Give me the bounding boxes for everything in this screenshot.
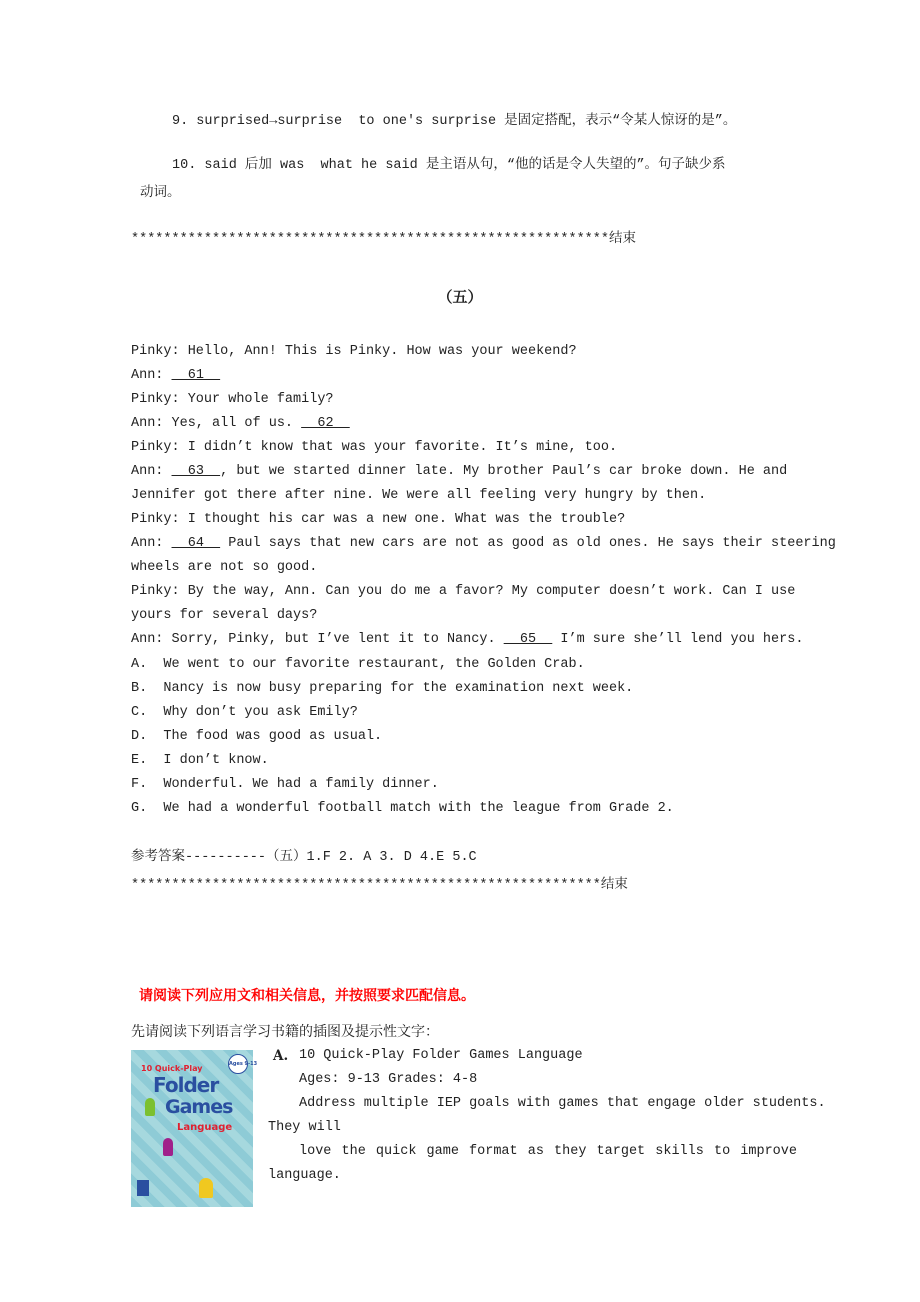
option-item: C. Why don’t you ask Emily? (131, 705, 358, 720)
dialogue-text: I’m sure she’ll lend you hers. (552, 632, 804, 647)
dialogue-line (131, 366, 220, 386)
section-title: （五） (437, 288, 483, 306)
note-9: 9. surprised→surprise to one's surprise 是固定搭配，表示“令某人惊讶的是”。 (172, 114, 737, 129)
option-item: B. Nancy is now busy preparing for the examination next week. (131, 681, 634, 696)
dialogue-text: Ann: Sorry, Pinky, but I’ve lent it to Nancy. (131, 632, 504, 647)
dialogue-line (131, 582, 795, 602)
dialogue-line (131, 486, 706, 506)
publisher-logo (137, 1180, 149, 1196)
note-10-cont: 动词。 (140, 186, 181, 201)
dialogue-line (131, 606, 317, 626)
intro: 先请阅读下列语言学习书籍的插图及提示性文字： (131, 1024, 439, 1040)
purple-pawn-icon (163, 1138, 173, 1156)
book-letter: A. (273, 1048, 289, 1064)
dialogue-text: Pinky: I didn’t know that was your favorite. It’s mine, too. (131, 440, 618, 455)
dialogue-line (131, 630, 803, 650)
answer-blank: 63 (171, 464, 221, 479)
dialogue-text: Ann: (131, 536, 172, 551)
dialogue-line (131, 390, 334, 410)
dialogue-text: Ann: (131, 464, 172, 479)
answer-blank: 61 (171, 368, 221, 383)
answer-blank: 64 (171, 536, 221, 551)
dialogue-text: Paul says that new cars are not as good as old ones. He says their steering (220, 536, 836, 551)
dialogue-line (131, 534, 836, 554)
end-marker: ***********************************************************结束 (131, 232, 636, 247)
dialogue-text: Ann: Yes, all of us. (131, 416, 302, 431)
dialogue-line (131, 414, 350, 434)
option-item: F. Wonderful. We had a family dinner. (131, 777, 439, 792)
dialogue-text: yours for several days? (131, 608, 318, 623)
note-10: 10. said 后加 was what he said 是主语从句，“他的话是令人失望的”。句子缺少系 (172, 158, 726, 173)
book-ages: Ages: 9-13 Grades: 4-8 (299, 1072, 478, 1087)
yellow-pawn-icon (199, 1178, 213, 1198)
answer-key: 参考答案----------（五）1.F 2. A 3. D 4.E 5.C (131, 850, 477, 865)
book-title: 10 Quick-Play Folder Games Language (299, 1048, 583, 1063)
dialogue-line (131, 342, 577, 362)
dialogue-line (131, 462, 787, 482)
dialogue-text: Jennifer got there after nine. We were all feeling very hungry by then. (131, 488, 707, 503)
option-item: A. We went to our favorite restaurant, the Golden Crab. (131, 657, 585, 672)
dialogue-text: Ann: (131, 368, 172, 383)
book-desc: Address multiple IEP goals with games that engage older students. (299, 1096, 826, 1111)
option-item: E. I don’t know. (131, 753, 269, 768)
dialogue-text: wheels are not so good. (131, 560, 318, 575)
dialogue-line (131, 510, 625, 530)
book-cover-image: Ages 9-13 10 Quick-Play Folder Games Language (131, 1050, 253, 1207)
end-marker-2: **********************************************************结束 (131, 878, 628, 893)
answer-blank: 62 (301, 416, 350, 431)
dialogue-line (131, 438, 617, 458)
dialogue-text: Pinky: By the way, Ann. Can you do me a favor? My computer doesn’t work. Can I use (131, 584, 796, 599)
option-item: G. We had a wonderful football match with the league from Grade 2. (131, 801, 674, 816)
dialogue-text: Pinky: Hello, Ann! This is Pinky. How was your weekend? (131, 344, 577, 359)
dialogue-text: , but we started dinner late. My brother Paul’s car broke down. He and (220, 464, 788, 479)
dialogue-text: Pinky: I thought his car was a new one. What was the trouble? (131, 512, 626, 527)
option-item: D. The food was good as usual. (131, 729, 383, 744)
dialogue-line (131, 558, 317, 578)
green-pawn-icon (145, 1098, 155, 1116)
instruction: 请阅读下列应用文和相关信息，并按照要求匹配信息。 (139, 988, 475, 1004)
book-desc: love the quick game format as they target skills to improve (299, 1144, 797, 1159)
book-desc: language. (268, 1168, 341, 1183)
dialogue-text: Pinky: Your whole family? (131, 392, 334, 407)
answer-blank: 65 (503, 632, 553, 647)
book-desc: They will (268, 1120, 341, 1135)
